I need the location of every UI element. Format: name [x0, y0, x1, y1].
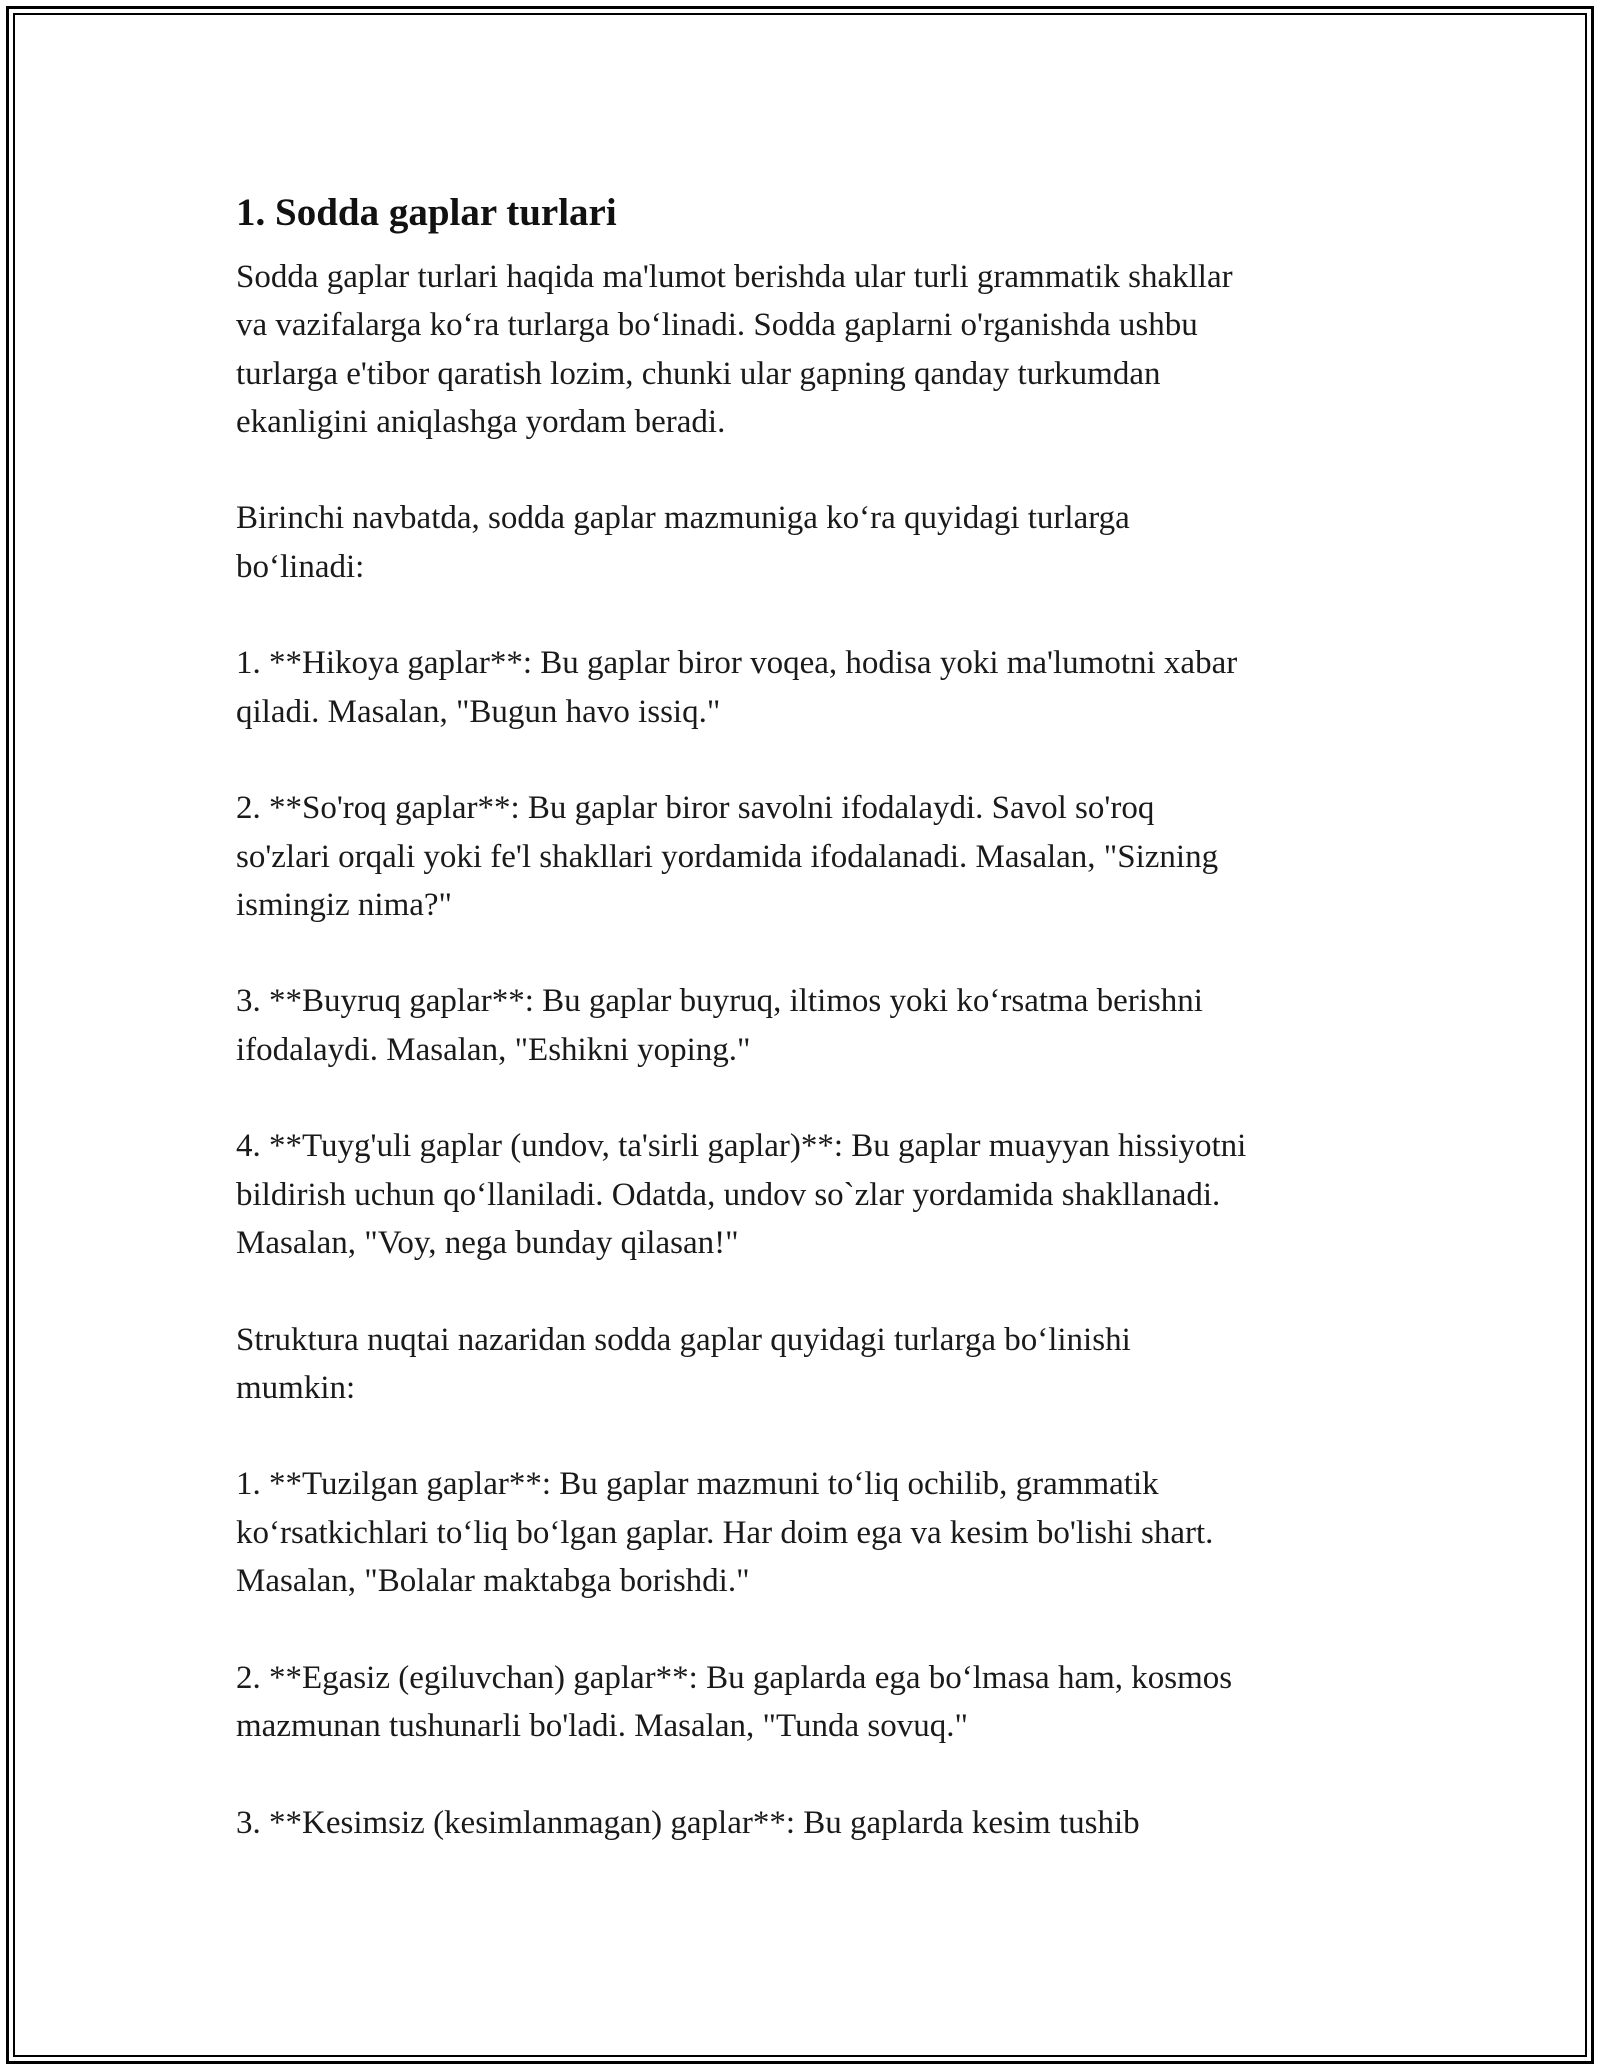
text-line: 3. **Buyruq gaplar**: Bu gaplar buyruq, iltimos yoki ko‘rsatma berishni	[236, 983, 1203, 1020]
text-line: mumkin:	[236, 1369, 356, 1406]
text-line: Struktura nuqtai nazaridan sodda gaplar quyidagi turlarga bo‘linishi	[236, 1321, 1131, 1358]
text-line: ifodalaydi. Masalan, "Eshikni yoping."	[236, 1031, 751, 1068]
text-line: Masalan, "Bolalar maktabga borishdi."	[236, 1563, 750, 1600]
text-line: turlarga e'tibor qaratish lozim, chunki ular gapning qanday turkumdan	[236, 355, 1161, 392]
text-line: 3. **Kesimsiz (kesimlanmagan) gaplar**: Bu gaplarda kesim tushib	[236, 1804, 1140, 1841]
paragraph	[236, 1316, 1366, 1413]
paragraph	[236, 1122, 1366, 1267]
text-line: Birinchi navbatda, sodda gaplar mazmuniga ko‘ra quyidagi turlarga	[236, 500, 1130, 537]
paragraph	[236, 977, 1366, 1074]
text-line: mazmunan tushunarli bo'ladi. Masalan, "Tunda sovuq."	[236, 1707, 968, 1744]
paragraph	[236, 494, 1366, 591]
text-line: Masalan, "Voy, nega bunday qilasan!"	[236, 1224, 739, 1261]
page-title: 1. Sodda gaplar turlari	[236, 191, 617, 234]
text-line: va vazifalarga ko‘ra turlarga bo‘linadi. Sodda gaplarni o'rganishda ushbu	[236, 307, 1198, 344]
text-line: so'zlari orqali yoki fe'l shakllari yordamida ifodalanadi. Masalan, "Sizning	[236, 838, 1219, 875]
text-line: Sodda gaplar turlari haqida ma'lumot berishda ular turli grammatik shakllar	[236, 259, 1233, 295]
text-line: 1. **Tuzilgan gaplar**: Bu gaplar mazmuni to‘liq ochilib, grammatik	[236, 1466, 1159, 1503]
paragraph	[236, 1460, 1366, 1605]
paragraph	[236, 1799, 1366, 1847]
text-line: 2. **Egasiz (egiluvchan) gaplar**: Bu gaplarda ega bo‘lmasa ham, kosmos	[236, 1659, 1233, 1696]
text-line: ekanligini aniqlashga yordam beradi.	[236, 403, 726, 440]
text-line: bo‘linadi:	[236, 548, 365, 585]
document-body	[236, 185, 1366, 1895]
text-line: 4. **Tuyg'uli gaplar (undov, ta'sirli gaplar)**: Bu gaplar muayyan hissiyotni	[236, 1128, 1247, 1165]
text-line: 2. **So'roq gaplar**: Bu gaplar biror savolni ifodalaydi. Savol so'roq	[236, 790, 1155, 827]
text-line: qiladi. Masalan, "Bugun havo issiq."	[236, 693, 721, 730]
paragraph	[236, 1654, 1366, 1751]
text-line: bildirish uchun qo‘llaniladi. Odatda, undov so`zlar yordamida shakllanadi.	[236, 1176, 1221, 1213]
paragraph	[236, 784, 1366, 929]
paragraph	[236, 253, 1366, 446]
paragraph-list	[236, 253, 1366, 1847]
text-line: 1. **Hikoya gaplar**: Bu gaplar biror voqea, hodisa yoki ma'lumotni xabar	[236, 645, 1238, 682]
text-line: ko‘rsatkichlari to‘liq bo‘lgan gaplar. Har doim ega va kesim bo'lishi shart.	[236, 1514, 1214, 1551]
text-line: ismingiz nima?"	[236, 886, 453, 923]
paragraph	[236, 639, 1366, 736]
